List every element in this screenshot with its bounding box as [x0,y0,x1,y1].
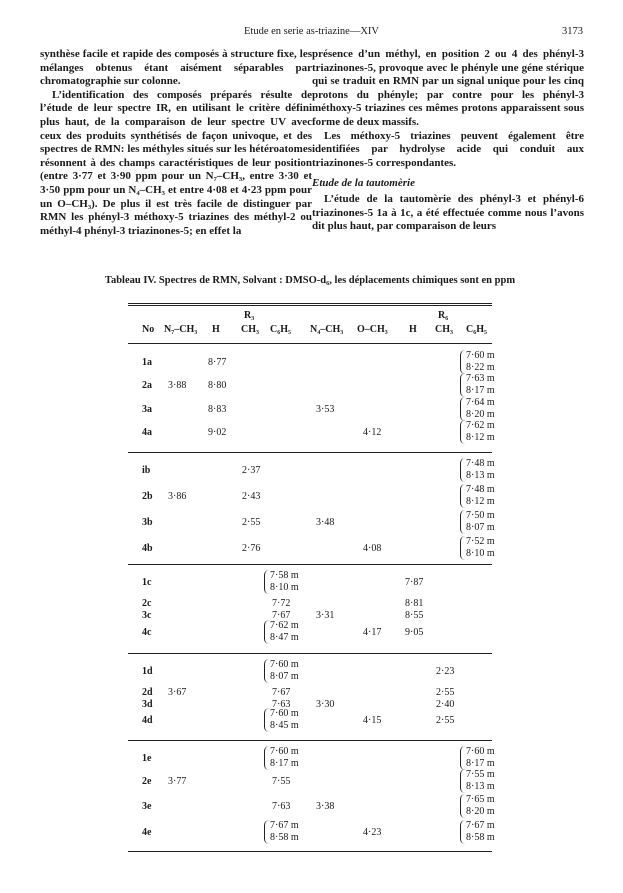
shift-ch3-r6: 2·40 [436,699,455,710]
shift-n7-ch3: 3·67 [168,687,187,698]
shift-ch3-r6: 2·23 [436,666,455,677]
compound-number: 1a [142,357,152,368]
shift-c6h5-r3: 8·58 m [270,832,299,843]
shift-h-r3: 8·80 [208,380,227,391]
shift-c6h5-r6-pair [460,746,495,770]
shift-c6h5-r6: 8·58 m [466,832,495,843]
shift-c6h5-r6: 7·48 m [466,484,495,495]
shift-n4-ch3: 3·31 [316,610,335,621]
compound-number: 1d [142,666,153,677]
shift-h-r3: 9·02 [208,427,227,438]
shift-o-ch3: 4·15 [363,715,382,726]
shift-c6h5-r3: 7·62 m [270,620,299,631]
header-r6-group: R₆ [438,310,449,321]
shift-c6h5-r6: 8·20 m [466,409,495,420]
shift-c6h5-r6-pair [460,820,495,844]
shift-c6h5-r6: 8·12 m [466,432,495,443]
header-ch3-r3: CH₃ [241,324,259,335]
shift-c6h5-r6: 8·10 m [466,548,495,559]
shift-n7-ch3: 3·86 [168,491,187,502]
shift-c6h5-r6-pair [460,536,495,560]
compound-number: 3e [142,801,152,812]
compound-number: 2e [142,776,152,787]
compound-number: 1c [142,577,152,588]
compound-number: 2a [142,380,152,391]
shift-c6h5-r6: 7·67 m [466,820,495,831]
shift-c6h5-r6: 7·60 m [466,746,495,757]
header-no: No [142,324,155,335]
shift-c6h5-r6: 8·17 m [466,385,495,396]
shift-c6h5-r3: 7·63 [272,801,291,812]
shift-c6h5-r3: 8·17 m [270,758,299,769]
paragraph-steric-effect: présence d’un méthyl, en position 2 ou 4 des phényl-3 triazinones-5, provoque avec le phényle une géne stérique qui se traduit en RMN par un signal unique pour les cinq protons du phényle; par contre pour les phényl-3 méthoxy-5 triazines ces mêmes protons apparaissent sous forme de deux massifs. [312,48,584,128]
shift-c6h5-r3-pair [264,659,299,683]
shift-c6h5-r3: 7·60 m [270,659,299,670]
compound-number: 4a [142,427,152,438]
compound-number: 4d [142,715,153,726]
header-c6h5-r6: C₆H₅ [466,324,487,335]
header-n7-ch3: N₇–CH₃ [164,324,198,335]
shift-c6h5-r3: 7·63 [272,699,291,710]
shift-c6h5-r6: 8·12 m [466,496,495,507]
header-r3-group: R₃ [244,310,255,321]
shift-c6h5-r6-pair [460,484,495,508]
running-header [40,26,583,40]
compound-number: 2d [142,687,153,698]
shift-c6h5-r6: 7·63 m [466,373,495,384]
compound-number: ib [142,465,151,476]
compound-number: 3b [142,517,153,528]
shift-c6h5-r3: 8·47 m [270,632,299,643]
shift-c6h5-r6-pair [460,794,495,818]
page-number: 3173 [562,26,583,37]
shift-c6h5-r6: 7·64 m [466,397,495,408]
shift-c6h5-r3: 8·10 m [270,582,299,593]
shift-c6h5-r6: 8·17 m [466,758,495,769]
shift-c6h5-r6: 7·65 m [466,794,495,805]
shift-c6h5-r6-pair [460,458,495,482]
section-heading-tautomerie: Etude de la tautomèrie [312,177,415,190]
shift-o-ch3: 4·23 [363,827,382,838]
shift-c6h5-r6: 8·20 m [466,806,495,817]
right-column [312,48,584,234]
shift-h-r6: 7·87 [405,577,424,588]
header-ch3-r6: CH₃ [435,324,453,335]
shift-h-r6: 8·55 [405,610,424,621]
shift-c6h5-r3-pair [264,620,299,644]
shift-c6h5-r6-pair [460,420,495,444]
shift-c6h5-r6: 7·50 m [466,510,495,521]
shift-c6h5-r3: 8·45 m [270,720,299,731]
compound-number: 4c [142,627,152,638]
shift-c6h5-r3: 7·60 m [270,708,299,719]
shift-ch3-r3: 2·76 [242,543,261,554]
shift-c6h5-r6-pair [460,510,495,534]
table-top-rule [128,303,492,306]
shift-c6h5-r6: 8·13 m [466,470,495,481]
shift-c6h5-r6: 7·55 m [466,769,495,780]
paragraph-synthesis: synthèse facile et rapide des composés à structure fixe, les mélanges obtenus étant aisément séparables par chromatographie sur colonne. [40,48,312,88]
shift-c6h5-r3-pair [264,708,299,732]
shift-n4-ch3: 3·53 [316,404,335,415]
paragraph-identification: L’identification des composés préparés résulte de l’étude de leur spectre IR, en utilisant le critère défini plus haut, de la comparaison de leur spectre UV avec ceux des produits synthétisés de façon univoque, et des spectres de RMN: les méthyles situés sur les hétéroatomes résonnent à des champs caractéristiques de leur position (entre 3·77 et 3·90 ppm pour un N₇–CH₃, entre 3·30 et 3·50 ppm pour un N₄–CH₃ et entre 4·08 et 4·23 ppm pour un O–CH₃). De plus il est très facile de distinguer par RMN les phényl-3 méthoxy-5 triazines des méthyl-2 ou méthyl-4 phényl-3 triazinones-5; en effet la [40,88,312,237]
shift-c6h5-r3-pair [264,570,299,594]
shift-c6h5-r3: 7·67 [272,610,291,621]
shift-ch3-r3: 2·37 [242,465,261,476]
group-divider-b-c [128,564,492,565]
shift-c6h5-r6: 7·48 m [466,458,495,469]
shift-h-r3: 8·77 [208,357,227,368]
compound-number: 4e [142,827,152,838]
shift-c6h5-r6: 8·22 m [466,362,495,373]
group-divider-c-d [128,653,492,654]
table-caption: Tableau IV. Spectres de RMN, Solvant : DMSO-d₆, les déplacements chimiques sont en ppm [104,275,516,286]
paragraph-hydrolysis: Les méthoxy-5 triazines peuvent également être identifiées par hydrolyse acide qui conduit aux triazinones-5 correspondantes. [312,129,584,169]
header-h-r3: H [212,324,220,335]
shift-c6h5-r6-pair [460,350,495,374]
table-header-rule [128,343,492,344]
group-divider-a-b [128,452,492,453]
shift-c6h5-r3: 7·58 m [270,570,299,581]
shift-c6h5-r3: 7·72 [272,598,291,609]
table-bottom-rule [128,851,492,852]
shift-ch3-r6: 2·55 [436,715,455,726]
shift-c6h5-r6-pair [460,397,495,421]
shift-c6h5-r3: 7·55 [272,776,291,787]
paragraph-tautomerie: L’étude de la tautomèrie des phényl-3 et phényl-6 triazinones-5 1a à 1c, a été effectuée comme nous l’avons dit plus haut, par comparaison de leurs [312,192,584,233]
shift-c6h5-r3: 7·67 [272,687,291,698]
header-h-r6: H [409,324,417,335]
compound-number: 3c [142,610,152,621]
shift-c6h5-r3-pair [264,746,299,770]
shift-ch3-r3: 2·55 [242,517,261,528]
shift-ch3-r3: 2·43 [242,491,261,502]
shift-c6h5-r6: 7·62 m [466,420,495,431]
left-column [40,48,312,238]
shift-c6h5-r3: 7·67 m [270,820,299,831]
shift-o-ch3: 4·08 [363,543,382,554]
shift-n4-ch3: 3·48 [316,517,335,528]
shift-c6h5-r6: 8·07 m [466,522,495,533]
shift-n7-ch3: 3·77 [168,776,187,787]
group-divider-d-e [128,740,492,741]
compound-number: 2b [142,491,153,502]
shift-c6h5-r6: 8·13 m [466,781,495,792]
journal-article-title: Etude en serie as-triazine—XIV [244,26,379,37]
compound-number: 1e [142,753,152,764]
shift-h-r6: 9·05 [405,627,424,638]
shift-c6h5-r3-pair [264,820,299,844]
shift-c6h5-r3: 7·60 m [270,746,299,757]
shift-ch3-r6: 2·55 [436,687,455,698]
shift-n4-ch3: 3·30 [316,699,335,710]
shift-c6h5-r6: 7·52 m [466,536,495,547]
shift-c6h5-r6-pair [460,373,495,397]
shift-n4-ch3: 3·38 [316,801,335,812]
shift-c6h5-r3: 8·07 m [270,671,299,682]
header-n4-ch3: N₄–CH₃ [310,324,344,335]
compound-number: 2c [142,598,152,609]
shift-o-ch3: 4·17 [363,627,382,638]
header-o-ch3: O–CH₃ [357,324,388,335]
header-c6h5-r3: C₆H₅ [270,324,291,335]
compound-number: 3a [142,404,152,415]
compound-number: 3d [142,699,153,710]
shift-c6h5-r6-pair [460,769,495,793]
shift-o-ch3: 4·12 [363,427,382,438]
shift-n7-ch3: 3·88 [168,380,187,391]
shift-h-r6: 8·81 [405,598,424,609]
shift-h-r3: 8·83 [208,404,227,415]
shift-c6h5-r6: 7·60 m [466,350,495,361]
compound-number: 4b [142,543,153,554]
